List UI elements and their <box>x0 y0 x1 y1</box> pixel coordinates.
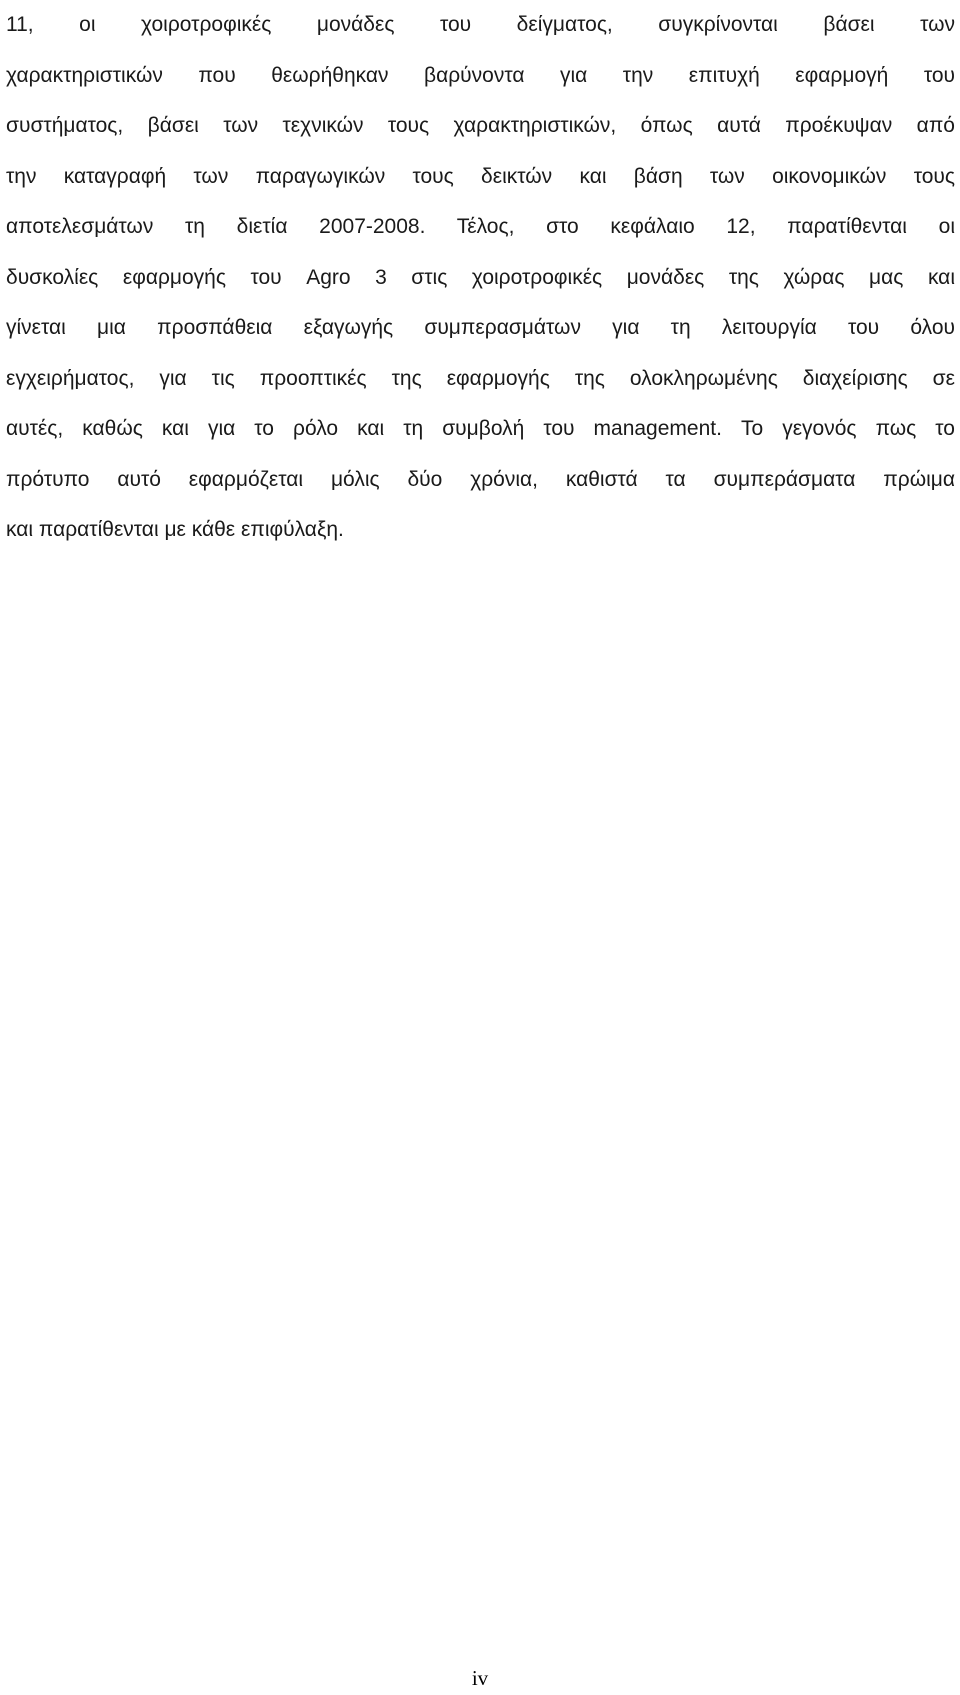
paragraph-line: χαρακτηριστικών που θεωρήθηκαν βαρύνοντα για την επιτυχή εφαρμογή του <box>6 63 955 87</box>
paragraph-line: δυσκολίες εφαρμογής του Agro 3 στις χοιροτροφικές μονάδες της χώρας μας και <box>6 265 955 289</box>
paragraph-line: την καταγραφή των παραγωγικών τους δεικτών και βάση των οικονομικών τους <box>6 164 955 188</box>
paragraph-line: πρότυπο αυτό εφαρμόζεται μόλις δύο χρόνια, καθιστά τα συμπεράσματα πρώιμα <box>6 467 955 491</box>
body-paragraph <box>6 0 955 556</box>
paragraph-line: 11, οι χοιροτροφικές μονάδες του δείγματος, συγκρίνονται βάσει των <box>6 13 955 36</box>
paragraph-line: γίνεται μια προσπάθεια εξαγωγής συμπερασμάτων για τη λειτουργία του όλου <box>6 316 955 339</box>
paragraph-line: συστήματος, βάσει των τεχνικών τους χαρακτηριστικών, όπως αυτά προέκυψαν από <box>6 114 955 137</box>
paragraph-line: εγχειρήματος, για τις προοπτικές της εφαρμογής της ολοκληρωμένης διαχείρισης σε <box>6 366 955 390</box>
page-number: iv <box>471 1666 489 1690</box>
paragraph-line: αποτελεσμάτων τη διετία 2007-2008. Τέλος, στο κεφάλαιο 12, παρατίθενται οι <box>6 215 955 238</box>
paragraph-line: και παρατίθενται με κάθε επιφύλαξη. <box>6 518 344 541</box>
paragraph-line: αυτές, καθώς και για το ρόλο και τη συμβολή του management. Το γεγονός πως το <box>6 417 955 440</box>
